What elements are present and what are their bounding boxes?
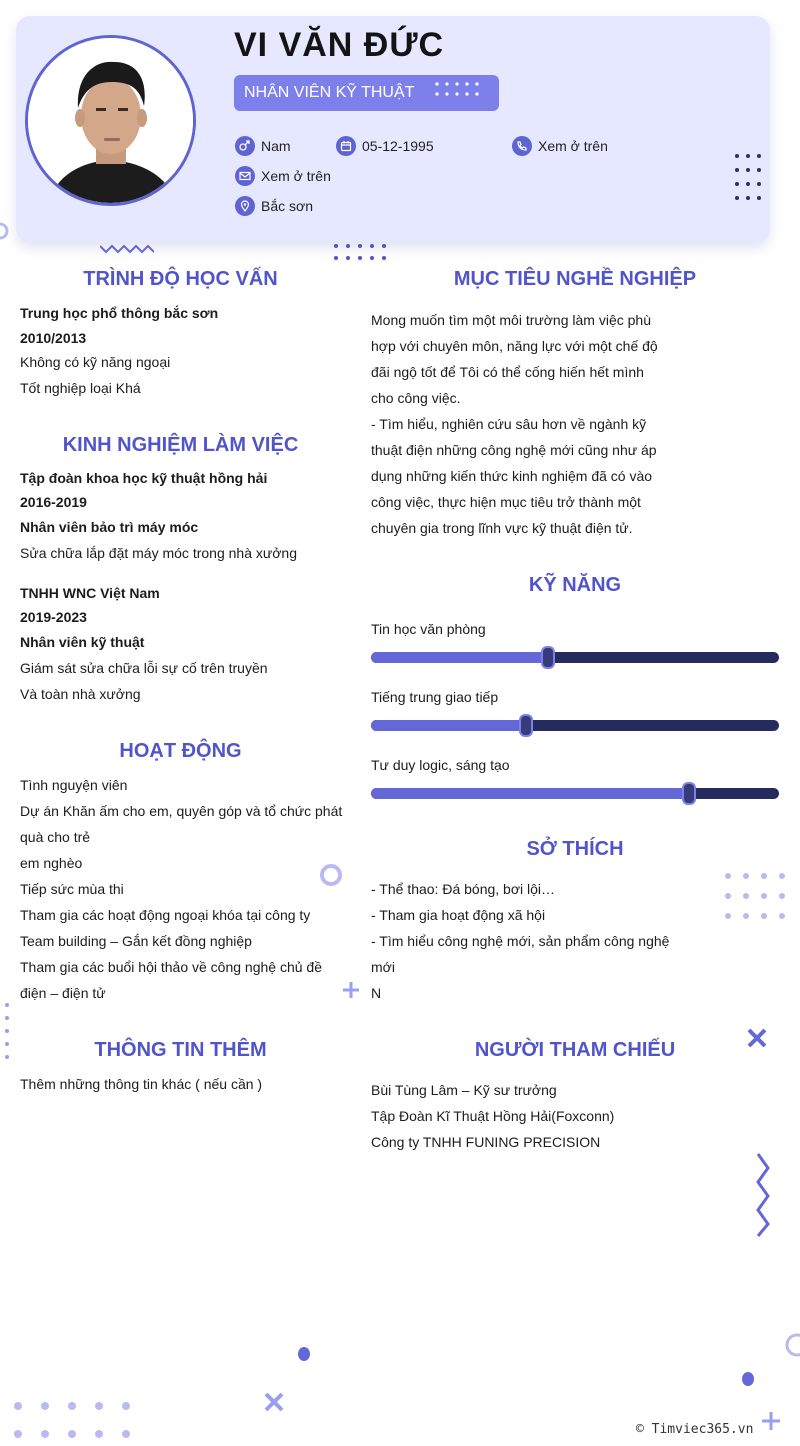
education-school: Trung học phổ thông bắc sơn [20,305,219,321]
education-line-1: Không có kỹ năng ngoại [20,354,171,370]
location-pin-icon [235,196,255,216]
experience-position: Nhân viên bảo trì máy móc [20,519,199,535]
hobbies-title: SỞ THÍCH [526,838,624,860]
education-line-2: Tốt nghiệp loại Khá [20,380,141,396]
gender-icon [235,136,255,156]
decor-dot-bottom-mid [296,1346,312,1362]
skill-bar [371,720,779,731]
phone-text: Xem ở trên [538,138,608,154]
address-text: Bắc sơn [261,198,313,214]
decor-zigzag-vertical [754,1152,772,1238]
skill-bar [371,788,779,799]
decor-plus-bottom-right [760,1410,782,1432]
objective-line: chuyên gia trong lĩnh vực kỹ thuật điện tử. [371,520,633,536]
phone-icon [512,136,532,156]
objective-line: hợp với chuyên môn, năng lực với một chế độ [371,338,658,354]
activity-line: Team building – Gắn kết đồng nghiệp [20,933,252,949]
skill-bar-knob [682,782,696,805]
skill-bar [371,652,779,663]
decor-dot-bottom-right [740,1370,756,1388]
gender-info [235,136,291,156]
experience-position: Nhân viên kỹ thuật [20,634,145,650]
email-text: Xem ở trên [261,168,331,184]
decor-plus-mid [341,980,361,1000]
decor-dots-left-edge [2,1000,12,1066]
activity-line: Tham gia các buổi hội thảo về công nghệ chủ đề [20,959,322,975]
copyright-footer: © Timviec365.vn [636,1422,754,1437]
activity-line: quà cho trẻ [20,829,91,845]
decor-ring-bottom-right [782,1330,800,1360]
activity-line: Tham gia các hoạt động ngoại khóa tại công ty [20,907,311,923]
skill-bar-knob [541,646,555,669]
hobby-line: - Thể thao: Đá bóng, bơi lội… [371,881,556,897]
skills-title: KỸ NĂNG [528,574,622,596]
activity-line: điện – điện tử [20,985,106,1001]
skill-name: Tiếng trung giao tiếp [371,689,499,705]
experience-company: Tập đoàn khoa học kỹ thuật hồng hải [20,470,268,486]
skill-bar-knob [519,714,533,737]
experience-desc: Giám sát sửa chữa lỗi sự cố trên truyền [20,660,268,676]
gender-text: Nam [261,138,291,154]
reference-line: Bùi Tùng Lâm – Kỹ sư trưởng [371,1082,557,1098]
activity-line: Dự án Khăn ấm cho em, quyên góp và tổ chức phát [20,803,343,819]
experience-company: TNHH WNC Việt Nam [20,585,160,601]
education-period: 2010/2013 [20,330,87,346]
objective-line: thuật điện những công nghệ mới cũng như áp [371,442,657,458]
more-info-text: Thêm những thông tin khác ( nếu cần ) [20,1076,263,1092]
objective-text [371,307,671,541]
dob-info [336,136,434,156]
decor-dots-bottom-left [10,1396,136,1442]
more-info-title: THÔNG TIN THÊM [94,1039,267,1061]
header-dots-decor [733,152,763,208]
job-title-badge [234,75,499,111]
decor-x-bottom [262,1390,286,1414]
objective-title: MỤC TIÊU NGHỀ NGHIỆP [453,268,697,290]
experience-desc: Sửa chữa lắp đặt máy móc trong nhà xưởng [20,545,297,561]
experience-desc: Và toàn nhà xưởng [20,686,141,702]
objective-line: cho công việc. [371,390,461,406]
experience-period: 2016-2019 [20,494,87,510]
activity-line: Tiếp sức mùa thi [20,881,124,897]
hobby-line: - Tìm hiểu công nghệ mới, sản phẩm công nghệ [371,933,670,949]
address-info [235,196,313,216]
profile-photo [25,35,196,206]
objective-line: đãi ngộ tốt để Tôi có thể cống hiến hết mình [371,364,644,380]
experience-title: KINH NGHIỆM LÀM VIỆC [62,434,299,456]
decor-ring-left [0,221,14,241]
decor-dots-right [720,868,790,924]
avatar-portrait [28,38,193,203]
pill-dots-decor [433,81,489,103]
reference-line: Công ty TNHH FUNING PRECISION [371,1134,601,1150]
hobby-line: mới [371,959,395,975]
objective-line: - Tìm hiểu, nghiên cứu sâu hơn về ngành kỹ [371,416,647,432]
objective-line: Mong muốn tìm một môi trường làm việc phù [371,312,651,328]
activity-line: Tình nguyện viên [20,777,128,793]
references-title: NGƯỜI THAM CHIẾU [474,1039,676,1061]
hobby-line: - Tham gia hoạt động xã hội [371,907,546,923]
decor-zigzag [100,243,154,255]
activities-title: HOẠT ĐỘNG [119,740,242,762]
dob-text: 05-12-1995 [362,138,434,154]
skill-bar-fill [371,720,526,731]
skill-bar-fill [371,652,548,663]
activity-line: em nghèo [20,855,83,871]
email-info [235,166,331,186]
objective-line: công việc, thực hiện mục tiêu trở thành một [371,494,641,510]
education-title: TRÌNH ĐỘ HỌC VẤN [83,268,278,290]
job-title-text: NHÂN VIÊN KỸ THUẬT [244,84,415,101]
objective-line: dụng những kiến thức kinh nghiệm đã có vào [371,468,653,484]
candidate-name: VI VĂN ĐỨC [234,26,445,64]
phone-info [512,136,608,156]
calendar-icon [336,136,356,156]
experience-period: 2019-2023 [20,609,87,625]
skill-name: Tin học văn phòng [371,621,486,637]
skill-name: Tư duy logic, sáng tạo [371,757,510,773]
skill-bar-fill [371,788,689,799]
email-icon [235,166,255,186]
reference-line: Tập Đoàn Kĩ Thuật Hồng Hải(Foxconn) [371,1108,615,1124]
decor-ring-mid [318,862,344,888]
hobby-line: N [371,985,382,1001]
